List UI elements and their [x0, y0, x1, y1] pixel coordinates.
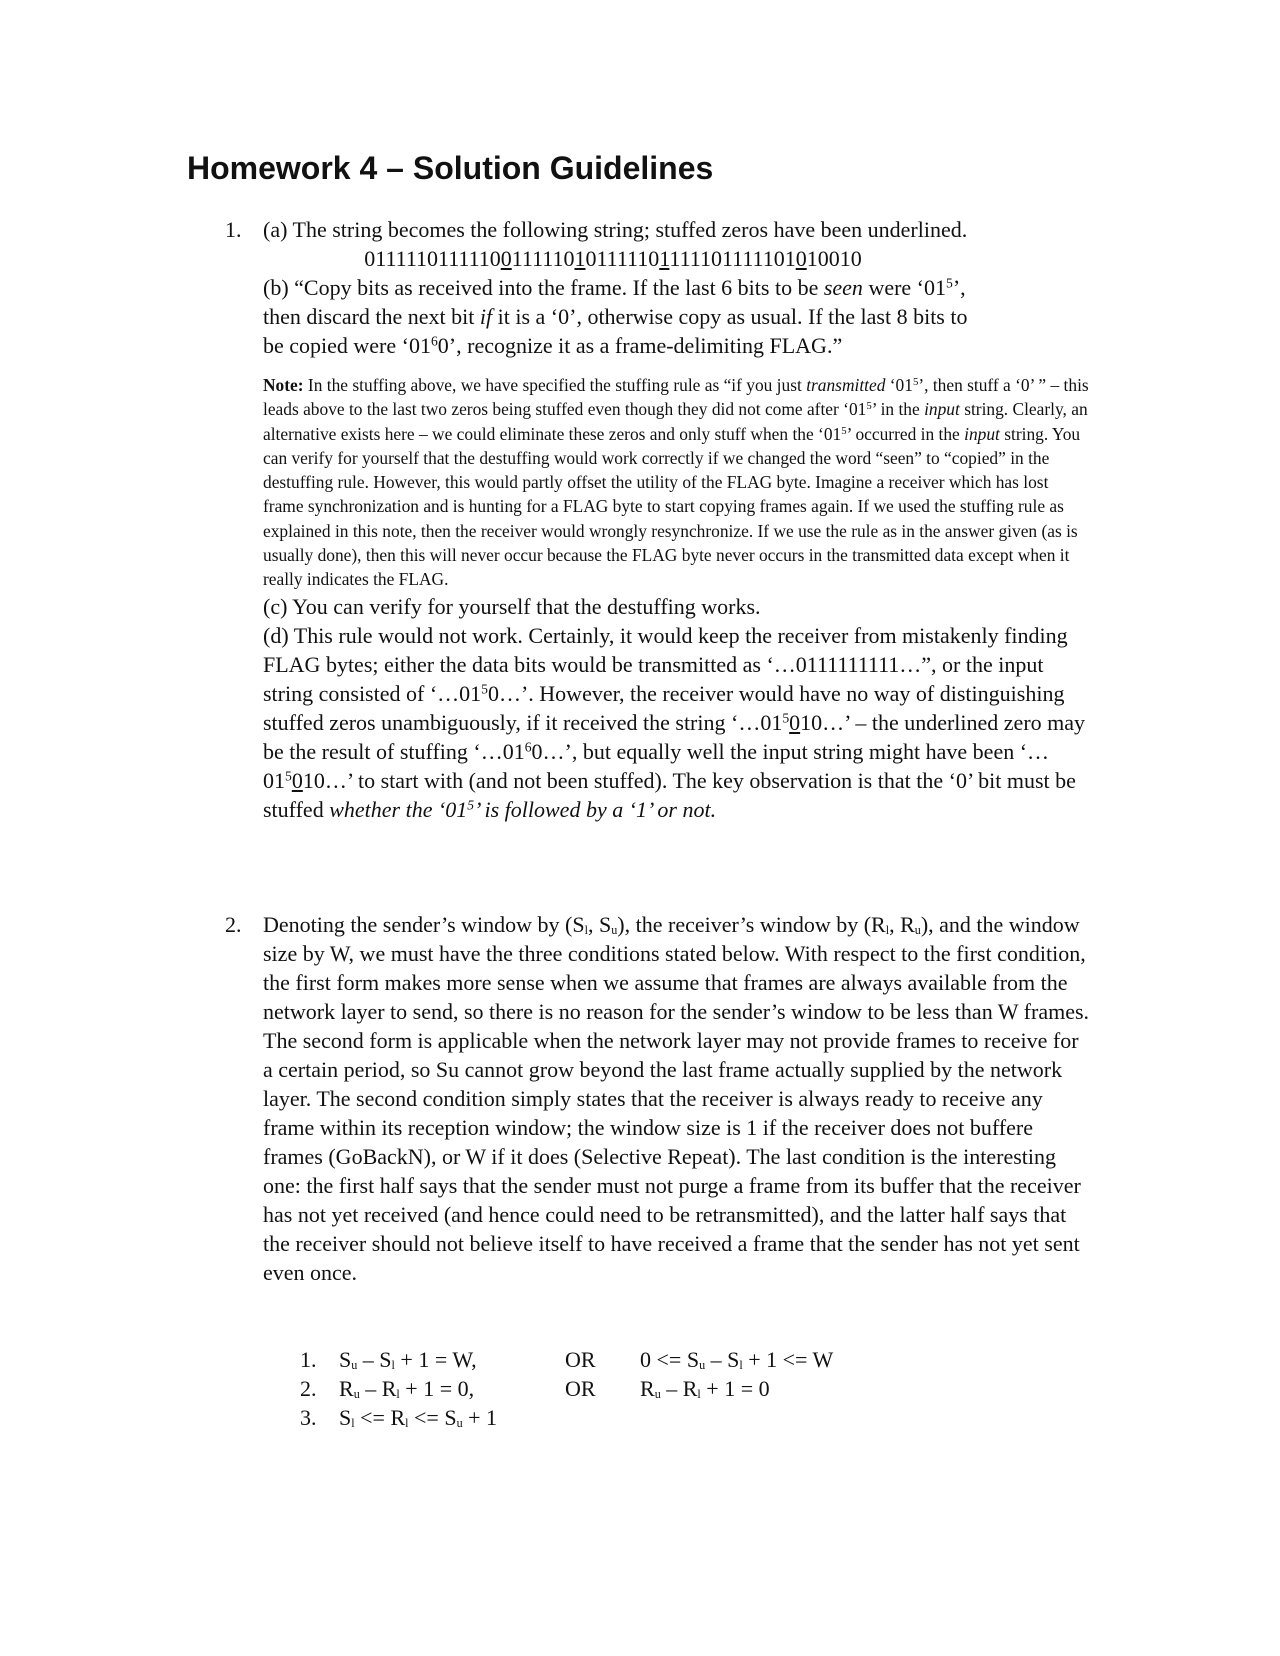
part-a-text: (a) The string becomes the following string; stuffed zeros have been underlined.: [263, 217, 968, 242]
part-d-text: (d) This rule would not work. Certainly, it would keep the receiver from mistakenly finding FLAG bytes; either the data bits would be transmitted as ‘…0111111111…”, or the input string consisted of ‘$\dots 01^50\dots$’. However, the receiver would have no way of distinguishing stuffed zeros unambiguously, if it received the string ‘$\dots 01^5010\dots$’ – the underlined zero may be the result of stuffing ‘$\dots 01^60\dots$’, but equally well the input string might have been ‘$\dots 01^5010\dots$’ to start with (and not been stuffed). The key observation is that the ‘0’ bit must be stuffed whether the ‘$01^5$’ is followed by a ‘1’ or not.: [263, 622, 1086, 822]
part-b-text: (b) “Copy bits as received into the frame. If the last 6 bits to be seen were ‘$01^5$’, then discard the next bit if it is a ‘0’, otherwise copy as usual. If the last 8 bits to be copied were ‘$01^60$’, recognize it as a frame-delimiting FLAG.”: [263, 275, 968, 358]
question-number: 2.: [225, 912, 242, 937]
question-number: 1.: [225, 217, 242, 242]
question-2-body: [263, 910, 1093, 1287]
part-c-text: (c) You can verify for yourself that the destuffing works.: [263, 593, 761, 619]
note-paragraph: Note: In the stuffing above, we have specified the stuffing rule as “if you just transmitted ‘$01^5$’, then stuff a ‘0’ ” – this leads above to the last two zeros being stuffed even though they did not come after ‘$01^5$’ in the input string. Clearly, an alternative exists here – we could eliminate these zeros and only stuff when the ‘$01^5$’ occurred in the input string. You can verify for yourself that the destuffing would work correctly if we changed the word “seen” to “copied” in the destuffing rule. However, this would partly offset the utility of the FLAG byte. Imagine a receiver which has lost frame synchronization and is hunting for a FLAG byte to start copying frames again. If we used the stuffing rule as explained in this note, then the receiver would wrongly resynchronize. If we use the rule as in the answer given (as is usually done), then this will never occur because the FLAG byte never occurs in the transmitted data except when it really indicates the FLAG.: [263, 375, 1089, 590]
page-title: Homework 4 – Solution Guidelines: [187, 150, 714, 186]
document-page: Homework 4 – Solution Guidelines 1. (a) The string becomes the following string; stuffed zeros have been underlined. 01111101111100111110101111101111101111101010010 (b) “Copy bits as received into the frame. If the last 6 bits to be seen were ‘$01^5$’, then discard the next bit if it is a ‘0’, otherwise copy as usual. If the last 8 bits to be copied were ‘$01^60$’, recognize it as a frame-delimiting FLAG.” Note: In the stuffing above, we have specified the stuffing rule as “if you just transmitted ‘$01^5$’, then stuff a ‘0’ ” – this leads above to the last two zeros being stuffed even though they did not come after ‘$01^5$’ in the input string. Clearly, an alternative exists here – we could eliminate these zeros and only stuff when the ‘$01^5$’ occurred in the input string. You can verify for yourself that the destuffing would work correctly if we changed the word “seen” to “copied” in the destuffing rule. However, this would partly offset the utility of the FLAG byte. Imagine a receiver which has lost frame synchronization and is hunting for a FLAG byte to start copying frames again. If we used the stuffing rule as explained in this note, then the receiver would wrongly resynchronize. If we use the rule as in the answer given (as is usually done), then this will never occur because the FLAG byte never occurs in the transmitted data except when it really indicates the FLAG. (c) You can verify for yourself that the destuffing works. (d) This rule would not work. Certainly, it would keep the receiver from mistakenly finding FLAG bytes; either the data bits would be transmitted as ‘…0111111111…”, or the input string consisted of ‘$\dots 01^50\dots$’. However, the receiver would have no way of distinguishing stuffed zeros unambiguously, if it received the string ‘$\dots 01^5010\dots$’ – the underlined zero may be the result of stuffing ‘$\dots 01^60\dots$’, but equally well the input string might have been ‘$\dots 01^5010\dots$’ to start with (and not been stuffed). The key observation is that the ‘0’ bit must be stuffed whether the ‘$01^5$’ is followed by a ‘1’ or not. 2. Denoting the sender’s window by ($S_l$, $S_u$), the receiver’s window by ($R_l$, $R_u$), and the window size by W, we must have the three conditions stated below. With respect to the first condition, the first form makes more sense when we assume that frames are always available from the network layer to send, so there is no reason for the sender’s window to be less than W frames. The second form is applicable when the network layer may not provide frames to receive for a certain period, so Su cannot grow beyond the last frame actually supplied by the network layer. The second condition simply states that the receiver is always ready to receive any frame within its reception window; the window size is 1 if the receiver does not buffere frames (GoBackN), or W if it does (Selective Repeat). The last condition is the interesting one: the first half says that the sender must not purge a frame from its buffer that the receiver has not yet received (and hence could need to be retransmitted), and the latter half says that the receiver should not believe itself to have received a frame that the sender has not yet sent even once. 1. $S_u - S_l + 1 = W$, OR $0 <= S_u - S_l + 1 <= W$ 2. $R_u - R_l + 1 = 0$, OR $R_u - R_l + 1 = 0$ 3. $S_l <= R_l <= S_u + 1$: [0, 0, 1280, 1656]
question-2-text: Denoting the sender’s window by ($S_l$, $S_u$), the receiver’s window by ($R_l$, $R_u$), and the window size by W, we must have the three conditions stated below. With respect to the first condition, the first form makes more sense when we assume that frames are always available from the network layer to send, so there is no reason for the sender’s window to be less than W frames. The second form is applicable when the network layer may not provide frames to receive for a certain period, so Su cannot grow beyond the last frame actually supplied by the network layer. The second condition simply states that the receiver is always ready to receive any frame within its reception window; the window size is 1 if the receiver does not buffere frames (GoBackN), or W if it does (Selective Repeat). The last condition is the interesting one: the first half says that the sender must not purge a frame from its buffer that the receiver has not yet received (and hence could need to be retransmitted), and the latter half says that the receiver should not believe itself to have received a frame that the sender has not yet sent even once.: [263, 912, 1090, 1285]
question-1-body: [263, 215, 1093, 824]
stuffed-bit-string: 01111101111100111110101111101111101111101010010: [364, 246, 862, 271]
